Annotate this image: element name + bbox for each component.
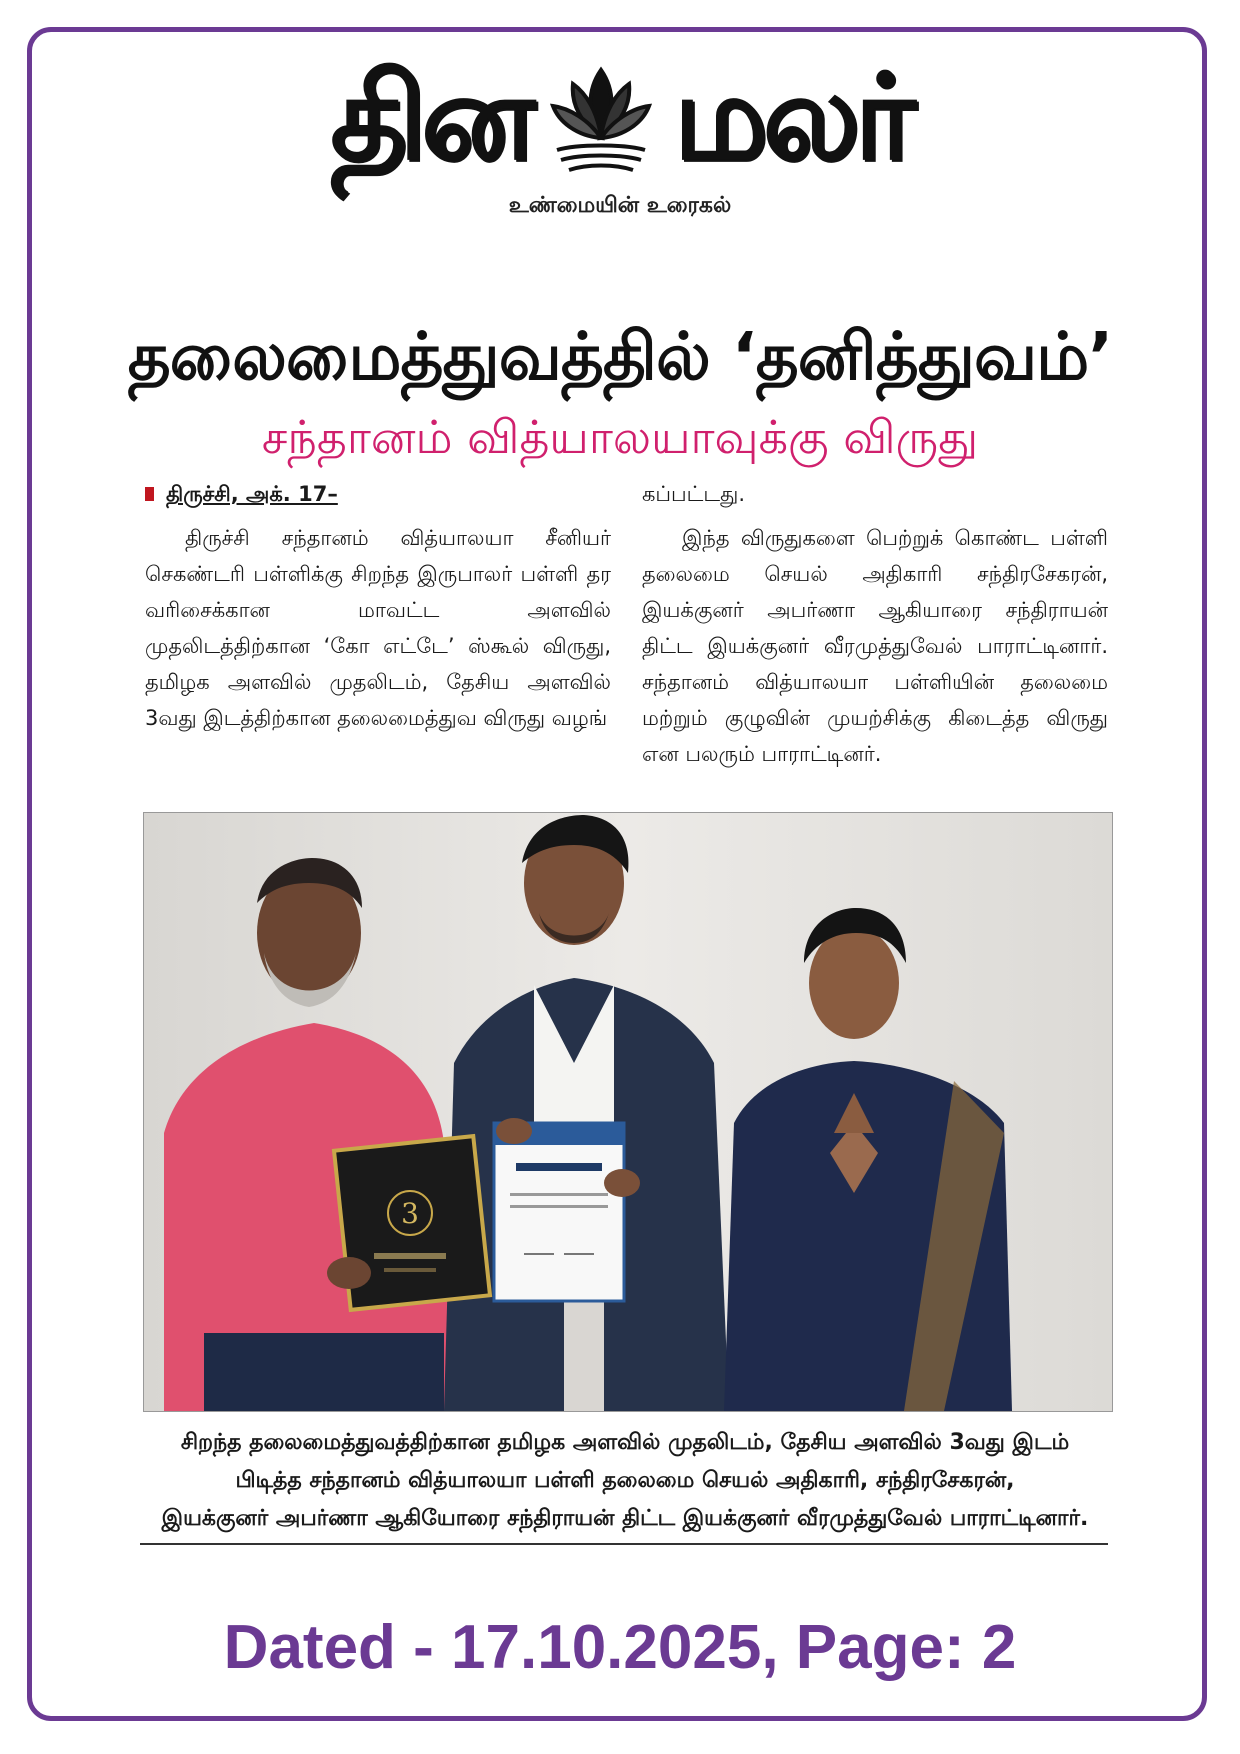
masthead-tagline: உண்மையின் உரைகல்: [508, 193, 732, 218]
award-photo: [143, 812, 1113, 1412]
bullet-icon: [145, 487, 154, 501]
article-dateline: [145, 476, 611, 512]
caption-line-3: இயக்குனர் அபர்ணா ஆகியோரை சந்திராயன் திட்ட இயக்குனர் வீரமுத்துவேல் பாராட்டினார்.: [161, 1506, 1089, 1531]
logo-word-left: தின: [330, 48, 530, 186]
plaque-number: 3: [401, 1197, 419, 1230]
masthead: [0, 48, 1240, 218]
article-paragraph-2: இந்த விருதுகளை பெற்றுக் கொண்ட பள்ளி தலைமை செயல் அதிகாரி சந்திரசேகரன், இயக்குனர் அபர்ணா ஆகியாரை சந்திராயன் திட்ட இயக்குனர் வீரமுத்துவேல் பாராட்டினார். சந்தானம் வித்யாலயா பள்ளியின் தலைமை மற்றும் குழுவின் முயற்சிக்கு கிடைத்த விருது என பலரும் பாராட்டினர்.: [642, 526, 1108, 766]
caption-line-2: பிடித்த சந்தானம் வித்யாலயா பள்ளி தலைமை செயல் அதிகாரி, சந்திரசேகரன்,: [235, 1468, 1015, 1493]
article-paragraph-1-continued: கப்பட்டது.: [642, 482, 746, 506]
logo-word-right: மலர்: [673, 48, 910, 186]
caption-line-1: சிறந்த தலைமைத்துவத்திற்கான தமிழக அளவில் முதலிடம், தேசிய அளவில் 3வது இடம்: [180, 1430, 1070, 1455]
award-photo-illustration: [144, 813, 1112, 1411]
award-certificate: [494, 1123, 624, 1301]
article-subheadline: சந்தானம் வித்யாலயாவுக்கு விருது: [261, 410, 979, 464]
page-date-footer: Dated - 17.10.2025, Page: 2: [223, 1613, 1017, 1682]
dateline-text: திருச்சி, அக். 17–: [166, 482, 338, 506]
article-column-right: [642, 476, 1108, 772]
article-headline: தலைமைத்துவத்தில் ‘தனித்துவம்’: [127, 318, 1113, 395]
article-paragraph-1: திருச்சி சந்தானம் வித்யாலயா சீனியர் செகண்டரி பள்ளிக்கு சிறந்த இருபாலர் பள்ளி தர வரிசைக்கான மாவட்ட அளவில் முதலிடத்திற்கான ‘கோ எட்டே’ ஸ்கூல் விருது, தமிழக அளவில் முதலிடம், தேசிய அளவில் 3வது இடத்திற்கான தலைமைத்துவ விருது வழங்: [145, 526, 611, 730]
newspaper-logo: [330, 48, 910, 186]
lotus-icon: [547, 58, 655, 176]
article-column-left: [145, 476, 611, 736]
photo-caption: [140, 1424, 1110, 1538]
caption-divider: [140, 1543, 1108, 1545]
